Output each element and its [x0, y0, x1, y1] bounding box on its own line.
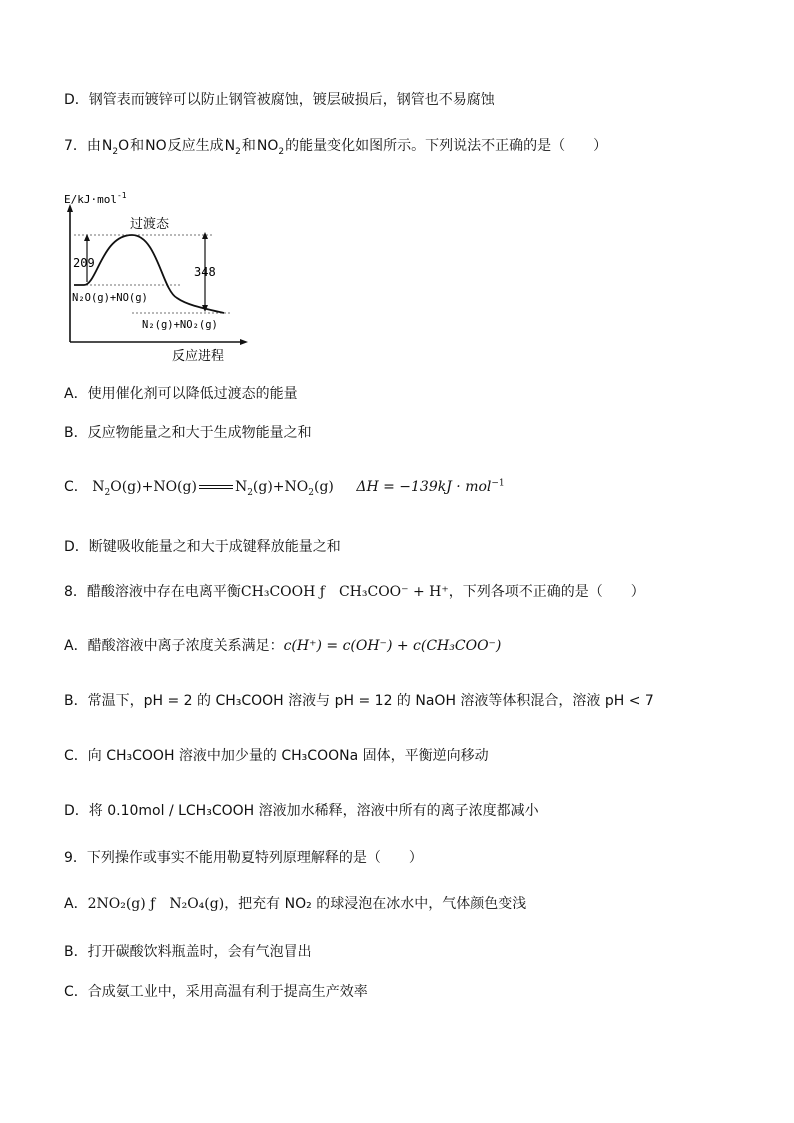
q8-stem-pre: 8．醋酸溶液中存在电离平衡	[64, 584, 241, 600]
q8-equilibrium: CH₃COOH ƒ CH₃COO⁻ + H⁺	[240, 584, 449, 600]
formula-no: NO	[145, 138, 167, 154]
x-axis-label: 反应进程	[172, 349, 225, 364]
dh-arrow-top-icon	[202, 232, 208, 239]
q9-option-a	[64, 894, 526, 914]
q9-stem: 9．下列操作或事实不能用勒夏特列原理解释的是（ ）	[64, 850, 423, 866]
q7-stem-pre: 7．由	[64, 138, 101, 154]
dh-value: 348	[194, 265, 216, 279]
q8-option-a-equation: c(H⁺) = c(OH⁻) + c(CH₃COO⁻)	[283, 638, 502, 654]
q7-option-c-equation: $N_2O(g)+NO(g)$ $N_2(g)+NO_2(g)$	[92, 479, 334, 498]
q8-stem-post: ，下列各项不正确的是（ ）	[448, 584, 645, 600]
q8-option-d: D．将 0.10mol / LCH₃COOH 溶液加水稀释，溶液中所有的离子浓度都减小	[64, 803, 539, 819]
equation-double-line	[199, 485, 233, 489]
transition-state-label: 过渡态	[130, 217, 170, 232]
q7-option-a: A．使用催化剂可以降低过渡态的能量	[64, 386, 298, 402]
q7-option-b: B．反应物能量之和大于生成物能量之和	[64, 425, 312, 441]
q8-option-a-text: A．醋酸溶液中离子浓度关系满足：	[64, 638, 284, 654]
q7-stem-and2: 和	[241, 138, 256, 154]
q8-option-c: C．向 CH₃COOH 溶液中加少量的 CH₃COONa 固体，平衡逆向移动	[64, 748, 489, 764]
q7-option-c	[64, 477, 505, 497]
q7-option-c-label: C．	[64, 479, 88, 495]
q8-stem	[64, 582, 645, 602]
q8-option-a	[64, 636, 501, 656]
formula-no2: $NO_2$	[256, 138, 285, 157]
q7-stem-mid: 反应生成	[167, 138, 224, 154]
q9-option-a-equation: 2NO₂(g) ƒ N₂O₄(g)	[87, 896, 225, 912]
products-label: N₂(g)+NO₂(g)	[142, 319, 218, 331]
q9-option-c: C．合成氨工业中，采用高温有利于提高生产效率	[64, 984, 368, 1000]
y-axis-label: E/kJ·mol$^{-1}$	[64, 191, 127, 206]
q7-stem-and: 和	[130, 138, 145, 154]
q7-option-d: D．断键吸收能量之和大于成键释放能量之和	[64, 539, 341, 555]
q6-option-d: D．钢管表而镀锌可以防止钢管被腐蚀，镀层破损后，钢管也不易腐蚀	[64, 92, 495, 108]
reactants-label: N₂O(g)+NO(g)	[72, 292, 148, 304]
q7-stem	[64, 136, 607, 156]
energy-diagram	[62, 190, 252, 365]
q7-option-c-dh: ΔH = −139kJ · mol$^{-1}$	[356, 478, 505, 495]
ea-value: 209	[73, 256, 95, 270]
q7-stem-post: 的能量变化如图所示。下列说法不正确的是（ ）	[285, 138, 608, 154]
q8-option-b: B．常温下，pH = 2 的 CH₃COOH 溶液与 pH = 12 的 NaOH 溶液等体积混合，溶液 pH < 7	[64, 693, 654, 709]
formula-n2o: $N_2O$	[101, 138, 130, 157]
ea-arrow-head-icon	[84, 234, 90, 241]
formula-n2: $N_2$	[224, 138, 241, 157]
q9-option-b: B．打开碳酸饮料瓶盖时，会有气泡冒出	[64, 944, 312, 960]
q9-option-a-label: A．	[64, 896, 88, 912]
x-axis-arrow-icon	[240, 339, 248, 345]
q9-option-a-text: ，把充有 NO₂ 的球浸泡在冰水中，气体颜色变浅	[224, 896, 527, 912]
